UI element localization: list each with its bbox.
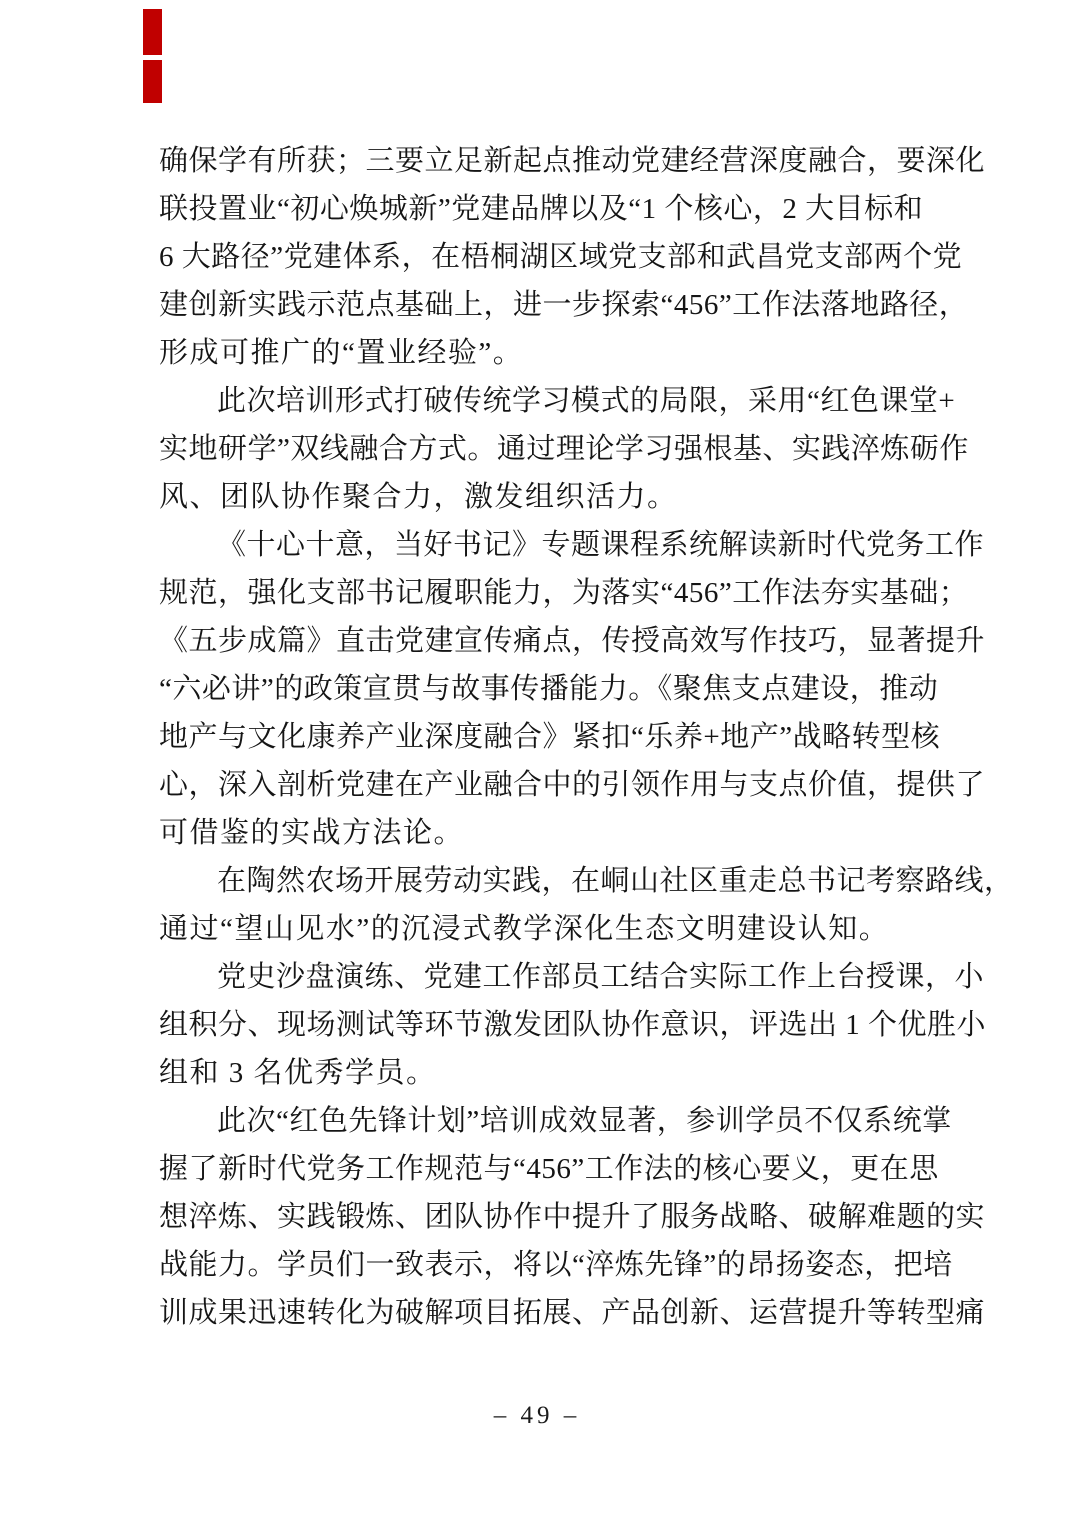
text-line: 《十心十意，当好书记》专题课程系统解读新时代党务工作 (217, 529, 985, 561)
text-line: 握了新时代党务工作规范与“456”工作法的核心要义，更在思 (159, 1153, 939, 1185)
text-line: 组积分、现场测试等环节激发团队协作意识，评选出 1 个优胜小 (159, 1009, 987, 1041)
red-mark (143, 60, 162, 103)
page-number: – 49 – (493, 1402, 581, 1429)
text-line: 在陶然农场开展劳动实践，在峒山社区重走总书记考察路线， (217, 865, 1014, 897)
text-line: 此次培训形式打破传统学习模式的局限，采用“红色课堂+ (217, 385, 956, 417)
text-line: 联投置业“初心焕城新”党建品牌以及“1 个核心，2 大目标和 (159, 193, 924, 225)
text-line: 训成果迅速转化为破解项目拓展、产品创新、运营提升等转型痛 (159, 1297, 986, 1329)
text-line: 想淬炼、实践锻炼、团队协作中提升了服务战略、破解难题的实 (159, 1201, 986, 1233)
text-line: 规范，强化支部书记履职能力，为落实“456”工作法夯实基础； (159, 577, 969, 609)
text-block (159, 137, 1014, 1337)
text-line: 此次“红色先锋计划”培训成效显著，参训学员不仅系统掌 (217, 1105, 952, 1137)
text-line: 实地研学”双线融合方式。通过理论学习强根基、实践淬炼砺作 (159, 433, 969, 465)
text-line: 心，深入剖析党建在产业融合中的引领作用与支点价值，提供了 (159, 769, 986, 801)
text-line: 6 大路径”党建体系，在梧桐湖区域党支部和武昌党支部两个党 (159, 241, 963, 273)
text-line: 通过“望山见水”的沉浸式教学深化生态文明建设认知。 (159, 913, 890, 945)
text-line: “六必讲”的政策宣贯与故事传播能力。《聚焦支点建设，推动 (159, 673, 939, 705)
text-line: 地产与文化康养产业深度融合》紧扣“乐养+地产”战略转型核 (159, 721, 941, 753)
text-line: 形成可推广的“置业经验”。 (159, 337, 524, 369)
text-line: 《五步成篇》直击党建宣传痛点，传授高效写作技巧，显著提升 (159, 625, 986, 657)
text-line: 可借鉴的实战方法论。 (159, 817, 465, 849)
text-line: 战能力。学员们一致表示，将以“淬炼先锋”的昂扬姿态，把培 (159, 1249, 953, 1281)
text-line: 风、团队协作聚合力，激发组织活力。 (159, 481, 678, 513)
text-line: 党史沙盘演练、党建工作部员工结合实际工作上台授课，小 (217, 961, 985, 993)
text-line: 组和 3 名优秀学员。 (159, 1057, 437, 1089)
text-line: 建创新实践示范点基础上，进一步探索“456”工作法落地路径， (159, 289, 969, 321)
text-line: 确保学有所获；三要立足新起点推动党建经营深度融合，要深化 (159, 145, 986, 177)
red-mark (143, 9, 162, 55)
